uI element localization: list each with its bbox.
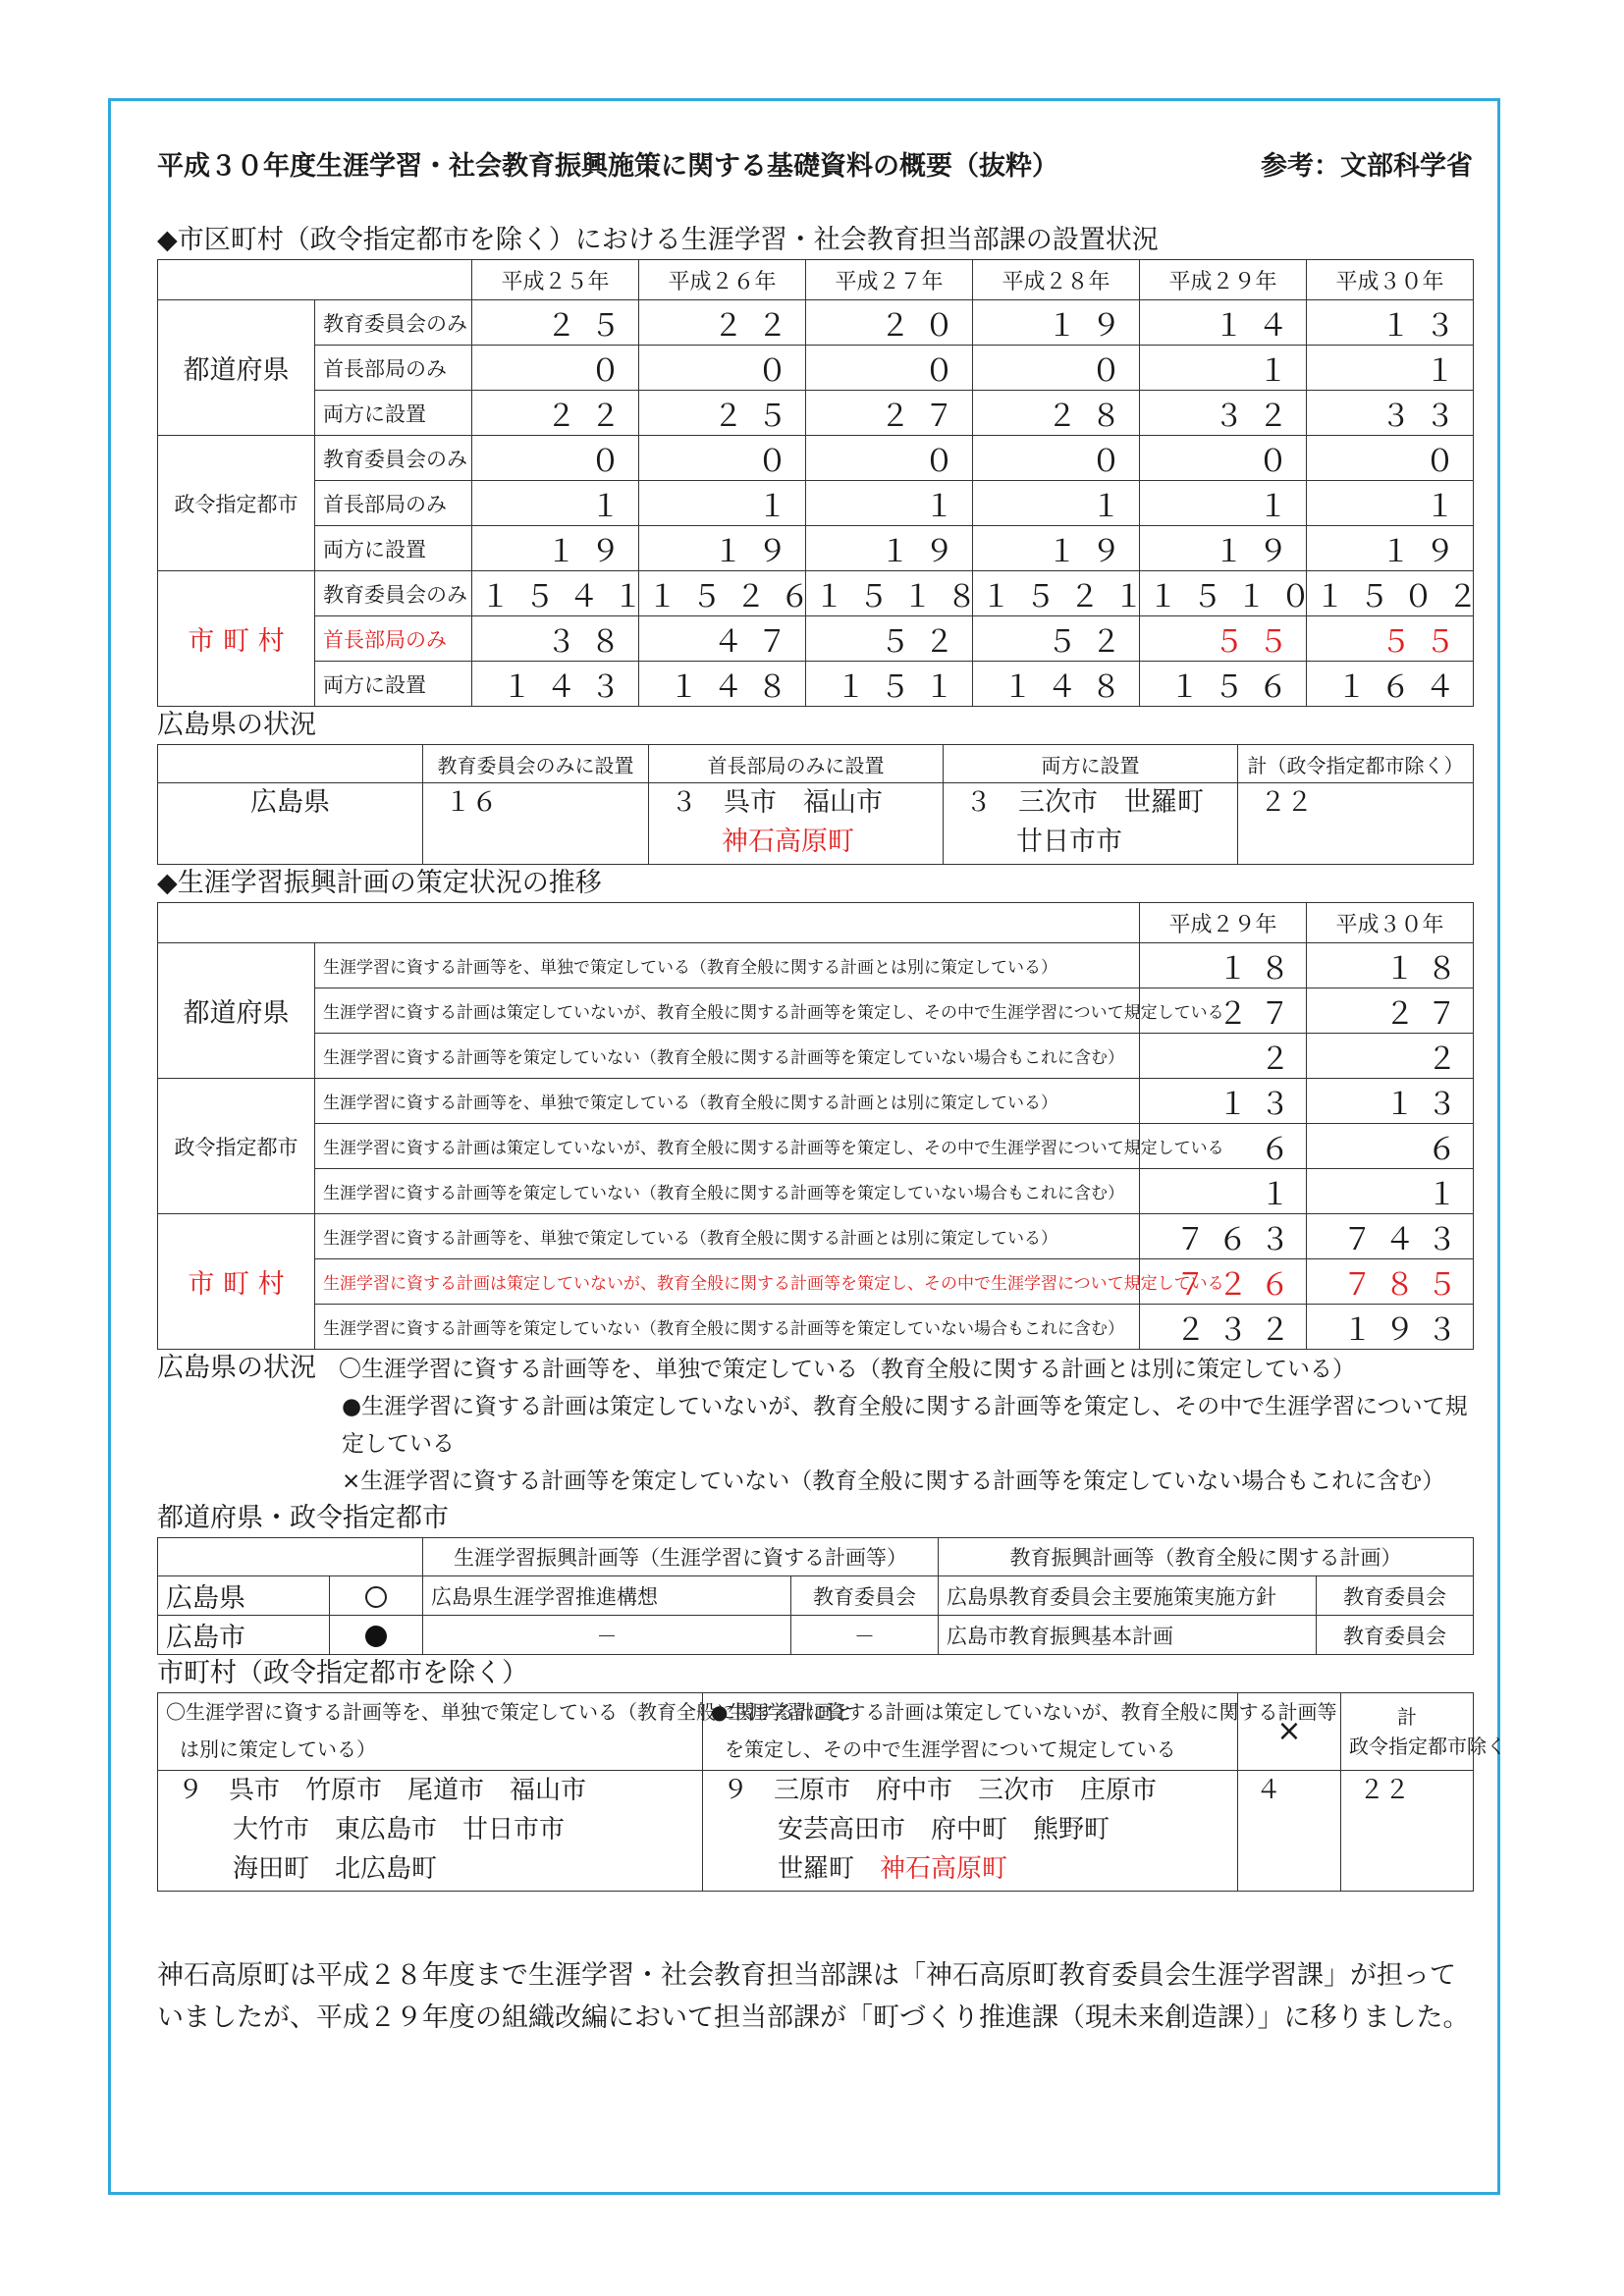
table-row	[158, 1259, 1474, 1305]
value-cell: ０	[472, 346, 639, 391]
row-label: 生涯学習に資する計画等を策定していない（教育全般に関する計画等を策定していない場合もこれに含む）	[315, 1169, 1140, 1214]
value-cell: ２５	[472, 300, 639, 346]
header-line: を策定し、その中で生涯学習について規定している	[725, 1737, 1176, 1761]
value-cell: ０	[639, 436, 806, 481]
value-cell: ２５	[639, 391, 806, 436]
total-count: ２２	[1238, 783, 1474, 865]
value-cell: ３８	[472, 616, 639, 662]
value-cell: ０	[1140, 436, 1307, 481]
value-cell: １４３	[472, 662, 639, 707]
year-header: 平成２７年	[806, 260, 973, 300]
value-cell: １５６	[1140, 662, 1307, 707]
table-row	[158, 1576, 1474, 1616]
corner-cell	[158, 1538, 423, 1576]
row-label: 教育委員会のみ	[315, 436, 472, 481]
value-cell: １４	[1140, 300, 1307, 346]
value-cell: １	[806, 481, 973, 526]
row-label: 教育委員会のみ	[315, 571, 472, 616]
year-header: 平成２９年	[1140, 260, 1307, 300]
document-page	[157, 147, 1506, 2039]
town-list: 呉市 竹原市 尾道市 福山市	[229, 1776, 587, 1805]
status-symbol	[330, 1576, 423, 1616]
value-cell: ０	[1307, 436, 1474, 481]
column-header: 計（政令指定都市除く）	[1238, 745, 1474, 783]
value-cell: １５２１	[973, 571, 1140, 616]
table-row	[158, 436, 1474, 481]
edu-only-count: １６	[423, 783, 649, 865]
value-cell: ２２	[639, 300, 806, 346]
column-header: 教育振興計画等（教育全般に関する計画）	[939, 1538, 1474, 1576]
head-only-cities: 呉市 福山市	[724, 787, 883, 818]
row-label: 両方に設置	[315, 526, 472, 571]
value-cell: １９	[1307, 526, 1474, 571]
table-row	[158, 1169, 1474, 1214]
value-cell: ２８	[973, 391, 1140, 436]
status-symbol	[330, 1616, 423, 1655]
value-cell: １３	[1140, 1079, 1307, 1124]
value-cell: ２７	[1140, 988, 1307, 1034]
column-header	[1341, 1693, 1506, 1771]
row-label: 生涯学習に資する計画等を、単独で策定している（教育全般に関する計画とは別に策定している）	[315, 1079, 1140, 1124]
value-cell: １	[1140, 1169, 1307, 1214]
value-cell: １	[639, 481, 806, 526]
value-cell: ０	[973, 436, 1140, 481]
value-cell: ０	[806, 346, 973, 391]
row-label: 生涯学習に資する計画等を、単独で策定している（教育全般に関する計画とは別に策定している）	[315, 943, 1140, 988]
column-header: 両方に設置	[944, 745, 1238, 783]
town-list: 海田町 北広島町	[233, 1854, 438, 1884]
value-cell: ５５	[1307, 616, 1474, 662]
row-label: 生涯学習に資する計画等を、単独で策定している（教育全般に関する計画とは別に策定している）	[315, 1214, 1140, 1259]
plan2-org: 教育委員会	[1317, 1576, 1474, 1616]
column-header: ×	[1238, 1693, 1341, 1771]
year-header: 平成２８年	[973, 260, 1140, 300]
table-row	[158, 783, 1474, 865]
plan2-name: 広島県教育委員会主要施策実施方針	[939, 1576, 1317, 1616]
town-list: 大竹市 東広島市 廿日市市	[233, 1815, 566, 1844]
value-cell: ２	[1140, 1034, 1307, 1079]
value-cell: ４７	[639, 616, 806, 662]
table-row	[158, 1034, 1474, 1079]
value-cell: １８	[1307, 943, 1474, 988]
column-header: 生涯学習振興計画等（生涯学習に資する計画等）	[423, 1538, 939, 1576]
value-cell: １	[1140, 346, 1307, 391]
value-cell: １	[472, 481, 639, 526]
value-cell: １４８	[639, 662, 806, 707]
open-circle-list	[158, 1771, 703, 1892]
column-header: 教育委員会のみに設置	[423, 745, 649, 783]
table-row	[158, 391, 1474, 436]
table-header-row	[158, 260, 1474, 300]
table-header-row	[158, 1693, 1474, 1771]
value-cell: ７４３	[1307, 1214, 1474, 1259]
row-label: 両方に設置	[315, 391, 472, 436]
section2-title: ◆生涯学習振興計画の策定状況の推移	[157, 868, 602, 898]
head-only-count: ３	[671, 787, 697, 818]
value-cell: １５２６	[639, 571, 806, 616]
both-cell	[944, 783, 1238, 865]
value-cell: ６	[1307, 1124, 1474, 1169]
table-row	[158, 616, 1474, 662]
value-cell: １	[1307, 481, 1474, 526]
filled-circle-list	[703, 1771, 1238, 1892]
plan-name: 広島県生涯学習推進構想	[423, 1576, 791, 1616]
plan-name: －	[423, 1616, 791, 1655]
muni-plan-table	[157, 1692, 1506, 1892]
year-header: 平成３０年	[1307, 260, 1474, 300]
table-row	[158, 1771, 1474, 1892]
table-row	[158, 300, 1474, 346]
value-cell: ０	[973, 346, 1140, 391]
table-row	[158, 526, 1474, 571]
group-label: 市 町 村	[158, 1214, 315, 1350]
table-header-row	[158, 903, 1474, 943]
town-item: 世羅町	[778, 1854, 855, 1884]
value-cell: １６４	[1307, 662, 1474, 707]
value-cell: １	[1140, 481, 1307, 526]
both-cities: 三次市 世羅町	[1018, 787, 1204, 818]
legend-open-circle: 〇生涯学習に資する計画等を、単独で策定している（教育全般に関する計画とは別に策定している）	[339, 1357, 1355, 1382]
pref-section-title: 都道府県・政令指定都市	[157, 1503, 449, 1533]
value-cell: ２	[1307, 1034, 1474, 1079]
row-label: 首長部局のみ	[315, 481, 472, 526]
value-cell: ７８５	[1307, 1259, 1474, 1305]
both-count: ３	[965, 787, 992, 818]
town-item-highlight: 神石高原町	[880, 1854, 1008, 1884]
value-cell: ２３２	[1140, 1305, 1307, 1350]
year-header: 平成２５年	[472, 260, 639, 300]
corner-cell	[158, 745, 423, 783]
value-cell: ２７	[1307, 988, 1474, 1034]
value-cell: １	[1307, 346, 1474, 391]
value-cell: １９	[639, 526, 806, 571]
header-line: 政令指定都市除く	[1349, 1735, 1506, 1758]
row-label: 首長部局のみ	[315, 346, 472, 391]
value-cell: １９	[973, 526, 1140, 571]
plan-org: 教育委員会	[791, 1576, 939, 1616]
year-header: 平成３０年	[1307, 903, 1474, 943]
row-label: 教育委員会のみ	[315, 300, 472, 346]
value-cell: ５５	[1140, 616, 1307, 662]
table-row	[158, 1616, 1474, 1655]
row-label: 生涯学習に資する計画等を策定していない（教育全般に関する計画等を策定していない場合もこれに含む）	[315, 1034, 1140, 1079]
value-cell: １９３	[1307, 1305, 1474, 1350]
value-cell: ０	[472, 436, 639, 481]
group-label: 都道府県	[158, 943, 315, 1079]
muni-section-title: 市町村（政令指定都市を除く）	[157, 1658, 528, 1688]
hiroshima-status-title: 広島県の状況	[157, 710, 316, 740]
corner-cell	[158, 903, 1140, 943]
filled-circle-icon	[365, 1626, 387, 1647]
row-label: 生涯学習に資する計画等を策定していない（教育全般に関する計画等を策定していない場合もこれに含む）	[315, 1305, 1140, 1350]
open-circle-icon	[365, 1586, 387, 1608]
value-cell: １５４１	[472, 571, 639, 616]
value-cell: ７２６	[1140, 1259, 1307, 1305]
legend-label: 広島県の状況	[157, 1353, 316, 1383]
head-only-cell	[649, 783, 944, 865]
value-cell: ０	[806, 436, 973, 481]
value-cell: １９	[806, 526, 973, 571]
plan2-org: 教育委員会	[1317, 1616, 1474, 1655]
table-row	[158, 1079, 1474, 1124]
table-row	[158, 1124, 1474, 1169]
open-count: ９	[178, 1776, 204, 1805]
value-cell: １９	[973, 300, 1140, 346]
cross-count: ４	[1238, 1771, 1341, 1892]
value-cell: １９	[472, 526, 639, 571]
entity-name: 広島市	[158, 1616, 330, 1655]
column-header: 首長部局のみに設置	[649, 745, 944, 783]
hiroshima-department-table	[157, 744, 1474, 865]
table-row	[158, 1305, 1474, 1350]
town-list: 三原市 府中市 三次市 庄原市	[774, 1776, 1158, 1805]
table-row	[158, 1214, 1474, 1259]
pref-plan-table	[157, 1537, 1474, 1655]
header-line: 〇生涯学習に資する計画等を、単独で策定している（教育全般に関する計画と	[166, 1700, 853, 1724]
filled-count: ９	[723, 1776, 749, 1805]
value-cell: ３３	[1307, 391, 1474, 436]
legend	[157, 1350, 1473, 1500]
table-row	[158, 481, 1474, 526]
value-cell: １５１８	[806, 571, 973, 616]
year-header: 平成２９年	[1140, 903, 1307, 943]
both-city-extra: 廿日市市	[1016, 827, 1122, 857]
group-label: 市 町 村	[158, 571, 315, 707]
value-cell: １８	[1140, 943, 1307, 988]
town-list: 安芸高田市 府中町 熊野町	[778, 1815, 1110, 1844]
table-row	[158, 943, 1474, 988]
value-cell: ７６３	[1140, 1214, 1307, 1259]
value-cell: １	[973, 481, 1140, 526]
column-header	[158, 1693, 853, 1771]
column-header	[703, 1693, 1337, 1771]
corner-cell	[158, 260, 472, 300]
value-cell: １４８	[973, 662, 1140, 707]
town-list-last	[723, 1849, 1229, 1889]
table-row	[158, 662, 1474, 707]
year-header: 平成２６年	[639, 260, 806, 300]
value-cell: １５１	[806, 662, 973, 707]
page-header	[157, 147, 1473, 187]
value-cell: ５２	[973, 616, 1140, 662]
group-label: 政令指定都市	[158, 436, 315, 571]
value-cell: １５１０	[1140, 571, 1307, 616]
table-row	[158, 571, 1474, 616]
section1-title: ◆市区町村（政令指定都市を除く）における生涯学習・社会教育担当部課の設置状況	[157, 225, 1159, 255]
row-label: 首長部局のみ	[315, 616, 472, 662]
footnote: 神石高原町は平成２８年度まで生涯学習・社会教育担当部課は「神石高原町教育委員会生涯学習課」が担っていましたが、平成２９年度の組織改編において担当部課が「町づくり推進課（現未来創造課）」に移りました。	[157, 1960, 1470, 2033]
total-count: ２２	[1341, 1771, 1474, 1892]
value-cell: １５０２	[1307, 571, 1474, 616]
department-table	[157, 259, 1491, 707]
table-header-row	[158, 1538, 1474, 1576]
value-cell: ２２	[472, 391, 639, 436]
row-label: 生涯学習に資する計画は策定していないが、教育全般に関する計画等を策定し、その中で生涯学習について規定している	[315, 1259, 1140, 1305]
entity-name: 広島県	[158, 1576, 330, 1616]
row-label: 生涯学習に資する計画は策定していないが、教育全般に関する計画等を策定し、その中で生涯学習について規定している	[315, 1124, 1140, 1169]
row-label: 両方に設置	[315, 662, 472, 707]
table-header-row	[158, 745, 1474, 783]
value-cell: １９	[1140, 526, 1307, 571]
plan2-name: 広島市教育振興基本計画	[939, 1616, 1317, 1655]
group-label: 政令指定都市	[158, 1079, 315, 1214]
header-line: ●生涯学習に資する計画は策定していないが、教育全般に関する計画等	[711, 1700, 1337, 1724]
plan-org: －	[791, 1616, 939, 1655]
value-cell: ３２	[1140, 391, 1307, 436]
table-row	[158, 346, 1474, 391]
value-cell: ０	[639, 346, 806, 391]
header-line: 計	[1397, 1705, 1417, 1729]
legend-filled-circle: ●生涯学習に資する計画は策定していないが、教育全般に関する計画等を策定し、その中で生涯学習について規定している	[342, 1394, 1468, 1457]
value-cell: １	[1307, 1169, 1474, 1214]
row-label: 生涯学習に資する計画は策定していないが、教育全般に関する計画等を策定し、その中で生涯学習について規定している	[315, 988, 1140, 1034]
table-row	[158, 988, 1474, 1034]
value-cell: ２０	[806, 300, 973, 346]
value-cell: ２７	[806, 391, 973, 436]
value-cell: １３	[1307, 300, 1474, 346]
value-cell: ６	[1140, 1124, 1307, 1169]
legend-cross: ×生涯学習に資する計画等を策定していない（教育全般に関する計画等を策定していない場合もこれに含む）	[342, 1468, 1445, 1494]
source-note: 参考：文部科学省	[1261, 151, 1473, 182]
head-only-town: 神石高原町	[722, 827, 854, 857]
page-title: 平成３０年度生涯学習・社会教育振興施策に関する基礎資料の概要（抜粋）	[157, 151, 1058, 182]
header-line: は別に策定している）	[180, 1737, 376, 1761]
plan-table	[157, 902, 1474, 1350]
group-label: 都道府県	[158, 300, 315, 436]
value-cell: ５２	[806, 616, 973, 662]
prefecture-name: 広島県	[158, 783, 423, 865]
value-cell: １３	[1307, 1079, 1474, 1124]
